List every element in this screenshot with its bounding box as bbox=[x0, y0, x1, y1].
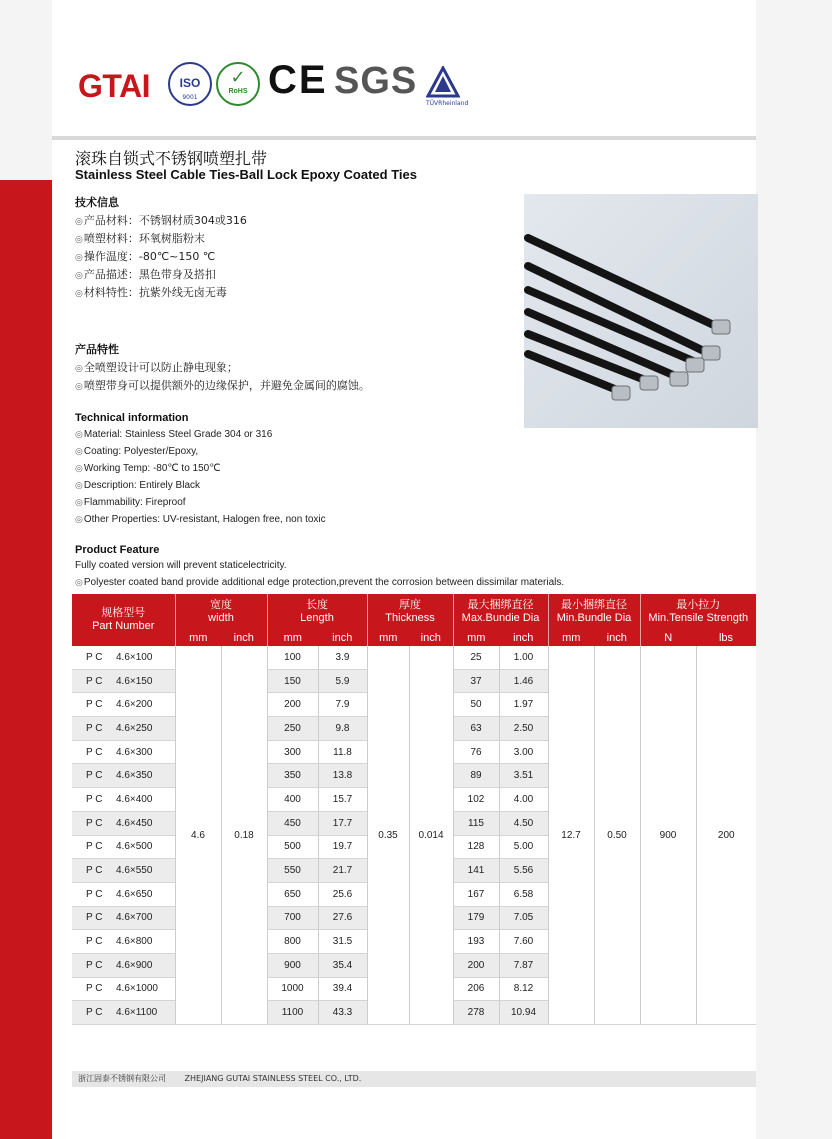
unit-mm: mm bbox=[175, 630, 221, 646]
col-max-bundle: 最大捆绑直径 Max.Bundie Dia bbox=[453, 594, 548, 630]
max-bundle-mm-cell: 50 bbox=[453, 693, 499, 717]
length-inch-cell: 13.8 bbox=[318, 764, 367, 788]
col-min-bundle: 最小捆绑直径 Min.Bundle Dia bbox=[548, 594, 640, 630]
max-bundle-inch-cell: 6.58 bbox=[499, 882, 548, 906]
part-number-cell: P C 4.6×800 bbox=[72, 930, 175, 954]
unit-mm: mm bbox=[453, 630, 499, 646]
part-number-cell: P C 4.6×450 bbox=[72, 811, 175, 835]
unit-inch: inch bbox=[409, 630, 453, 646]
feature-cn-item: ◎喷塑带身可以提供额外的边缘保护，并避免金属间的腐蚀。 bbox=[75, 379, 370, 392]
bullet-icon: ◎ bbox=[75, 289, 83, 299]
max-bundle-mm-cell: 206 bbox=[453, 977, 499, 1001]
unit-inch: inch bbox=[594, 630, 640, 646]
iso-cert-badge bbox=[168, 62, 212, 106]
max-bundle-mm-cell: 200 bbox=[453, 953, 499, 977]
unit-inch: inch bbox=[318, 630, 367, 646]
sgs-mark: SGS bbox=[334, 60, 418, 102]
part-number-cell: P C 4.6×900 bbox=[72, 953, 175, 977]
bullet-icon: ◎ bbox=[75, 253, 83, 263]
length-mm-cell: 300 bbox=[267, 740, 318, 764]
length-mm-cell: 800 bbox=[267, 930, 318, 954]
bullet-icon: ◎ bbox=[75, 446, 83, 456]
tech-cn-item: ◎材料特性：抗紫外线无卤无毒 bbox=[75, 286, 227, 299]
feature-heading-cn: 产品特性 bbox=[75, 343, 119, 356]
iso-number: 9001 bbox=[182, 94, 198, 101]
length-inch-cell: 39.4 bbox=[318, 977, 367, 1001]
length-inch-cell: 9.8 bbox=[318, 717, 367, 741]
length-mm-cell: 250 bbox=[267, 717, 318, 741]
part-number-cell: P C 4.6×400 bbox=[72, 788, 175, 812]
max-bundle-mm-cell: 102 bbox=[453, 788, 499, 812]
max-bundle-mm-cell: 115 bbox=[453, 811, 499, 835]
max-bundle-mm-cell: 141 bbox=[453, 859, 499, 883]
max-bundle-mm-cell: 128 bbox=[453, 835, 499, 859]
min-bundle-inch-cell: 0.50 bbox=[594, 646, 640, 1025]
tech-cn-item: ◎操作温度：-80℃~150 ℃ bbox=[75, 250, 216, 263]
length-inch-cell: 27.6 bbox=[318, 906, 367, 930]
unit-mm: mm bbox=[548, 630, 594, 646]
length-inch-cell: 7.9 bbox=[318, 693, 367, 717]
bullet-icon: ◎ bbox=[75, 217, 83, 227]
tech-en-item: ◎Flammability: Fireproof bbox=[75, 497, 186, 508]
max-bundle-mm-cell: 193 bbox=[453, 930, 499, 954]
tech-cn-item: ◎产品描述：黑色带身及搭扣 bbox=[75, 268, 216, 281]
part-number-cell: P C 4.6×300 bbox=[72, 740, 175, 764]
length-inch-cell: 19.7 bbox=[318, 835, 367, 859]
cable-ties-illustration bbox=[524, 194, 758, 428]
bullet-icon: ◎ bbox=[75, 382, 83, 392]
max-bundle-mm-cell: 167 bbox=[453, 882, 499, 906]
part-number-cell: P C 4.6×500 bbox=[72, 835, 175, 859]
max-bundle-mm-cell: 89 bbox=[453, 764, 499, 788]
max-bundle-inch-cell: 1.97 bbox=[499, 693, 548, 717]
length-mm-cell: 500 bbox=[267, 835, 318, 859]
max-bundle-mm-cell: 25 bbox=[453, 646, 499, 669]
part-number-cell: P C 4.6×700 bbox=[72, 906, 175, 930]
max-bundle-inch-cell: 7.05 bbox=[499, 906, 548, 930]
product-title-cn: 滚珠自锁式不锈钢喷塑扎带 bbox=[75, 149, 268, 168]
thickness-mm-cell: 0.35 bbox=[367, 646, 409, 1025]
length-inch-cell: 31.5 bbox=[318, 930, 367, 954]
max-bundle-inch-cell: 7.87 bbox=[499, 953, 548, 977]
length-mm-cell: 100 bbox=[267, 646, 318, 669]
length-mm-cell: 450 bbox=[267, 811, 318, 835]
part-number-cell: P C 4.6×550 bbox=[72, 859, 175, 883]
left-red-bar bbox=[0, 180, 52, 1139]
length-mm-cell: 900 bbox=[267, 953, 318, 977]
length-inch-cell: 17.7 bbox=[318, 811, 367, 835]
feature-cn-item: ◎全喷塑设计可以防止静电现象； bbox=[75, 361, 238, 374]
tuv-triangle-icon bbox=[426, 66, 460, 98]
max-bundle-mm-cell: 179 bbox=[453, 906, 499, 930]
tech-info-heading-en: Technical information bbox=[75, 412, 189, 424]
length-inch-cell: 35.4 bbox=[318, 953, 367, 977]
tech-cn-item: ◎产品材料：不锈钢材质304或316 bbox=[75, 214, 247, 227]
unit-inch: inch bbox=[499, 630, 548, 646]
max-bundle-inch-cell: 1.00 bbox=[499, 646, 548, 669]
feature-en-item: ◎Polyester coated band provide additional edge protection,prevent the corrosion between dissimilar materials. bbox=[75, 577, 565, 588]
length-inch-cell: 11.8 bbox=[318, 740, 367, 764]
tech-en-item: ◎Working Temp: -80℃ to 150℃ bbox=[75, 463, 221, 474]
unit-inch: inch bbox=[221, 630, 267, 646]
footer-company-en: ZHEJIANG GUTAI STAINLESS STEEL CO., LTD. bbox=[184, 1074, 362, 1083]
max-bundle-inch-cell: 2.50 bbox=[499, 717, 548, 741]
product-photo bbox=[524, 194, 758, 428]
length-inch-cell: 43.3 bbox=[318, 1001, 367, 1025]
max-bundle-mm-cell: 37 bbox=[453, 669, 499, 693]
tech-en-item: ◎Coating: Polyester/Epoxy, bbox=[75, 446, 199, 457]
check-icon: ✓ bbox=[230, 67, 246, 88]
length-mm-cell: 200 bbox=[267, 693, 318, 717]
header-divider bbox=[52, 136, 756, 140]
part-number-cell: P C 4.6×1100 bbox=[72, 1001, 175, 1025]
feature-heading-en: Product Feature bbox=[75, 544, 160, 556]
col-tensile: 最小拉力 Min.Tensile Strength bbox=[640, 594, 756, 630]
bullet-icon: ◎ bbox=[75, 463, 83, 473]
spec-table bbox=[72, 594, 756, 1025]
iso-label: ISO bbox=[179, 76, 201, 90]
tuv-label: TÜVRheinland bbox=[426, 100, 469, 107]
length-mm-cell: 550 bbox=[267, 859, 318, 883]
bullet-icon: ◎ bbox=[75, 235, 83, 245]
part-number-cell: P C 4.6×250 bbox=[72, 717, 175, 741]
max-bundle-inch-cell: 10.94 bbox=[499, 1001, 548, 1025]
bullet-icon: ◎ bbox=[75, 577, 83, 587]
length-mm-cell: 1000 bbox=[267, 977, 318, 1001]
tech-en-item: ◎Other Properties: UV-resistant, Halogen free, non toxic bbox=[75, 514, 326, 525]
part-number-cell: P C 4.6×350 bbox=[72, 764, 175, 788]
length-mm-cell: 150 bbox=[267, 669, 318, 693]
max-bundle-inch-cell: 4.50 bbox=[499, 811, 548, 835]
part-number-cell: P C 4.6×650 bbox=[72, 882, 175, 906]
max-bundle-inch-cell: 3.51 bbox=[499, 764, 548, 788]
max-bundle-inch-cell: 8.12 bbox=[499, 977, 548, 1001]
length-inch-cell: 21.7 bbox=[318, 859, 367, 883]
width-inch-cell: 0.18 bbox=[221, 646, 267, 1025]
bullet-icon: ◎ bbox=[75, 514, 83, 524]
tech-cn-item: ◎喷塑材料：环氧树脂粉末 bbox=[75, 232, 205, 245]
bullet-icon: ◎ bbox=[75, 271, 83, 281]
unit-mm: mm bbox=[267, 630, 318, 646]
max-bundle-inch-cell: 4.00 bbox=[499, 788, 548, 812]
tensile-lbs-cell: 200 bbox=[696, 646, 756, 1025]
max-bundle-mm-cell: 278 bbox=[453, 1001, 499, 1025]
part-number-cell: P C 4.6×150 bbox=[72, 669, 175, 693]
tensile-n-cell: 900 bbox=[640, 646, 696, 1025]
part-number-cell: P C 4.6×100 bbox=[72, 646, 175, 669]
bullet-icon: ◎ bbox=[75, 480, 83, 490]
length-mm-cell: 350 bbox=[267, 764, 318, 788]
tech-en-item: ◎Material: Stainless Steel Grade 304 or 316 bbox=[75, 429, 273, 440]
tech-info-heading-cn: 技术信息 bbox=[75, 196, 119, 209]
max-bundle-inch-cell: 3.00 bbox=[499, 740, 548, 764]
col-thickness: 厚度 Thickness bbox=[367, 594, 453, 630]
min-bundle-mm-cell: 12.7 bbox=[548, 646, 594, 1025]
max-bundle-mm-cell: 76 bbox=[453, 740, 499, 764]
unit-lbs: lbs bbox=[696, 630, 756, 646]
thickness-inch-cell: 0.014 bbox=[409, 646, 453, 1025]
col-length: 长度 Length bbox=[267, 594, 367, 630]
length-inch-cell: 15.7 bbox=[318, 788, 367, 812]
width-mm-cell: 4.6 bbox=[175, 646, 221, 1025]
part-number-cell: P C 4.6×200 bbox=[72, 693, 175, 717]
length-mm-cell: 400 bbox=[267, 788, 318, 812]
length-mm-cell: 650 bbox=[267, 882, 318, 906]
ce-mark: CE bbox=[268, 58, 328, 102]
brand-logo: GTAI bbox=[78, 68, 151, 104]
col-part-number: 规格型号 Part Number bbox=[72, 594, 175, 646]
footer-company-cn: 浙江固泰不锈钢有限公司 bbox=[78, 1074, 166, 1083]
max-bundle-mm-cell: 63 bbox=[453, 717, 499, 741]
bullet-icon: ◎ bbox=[75, 497, 83, 507]
table-row bbox=[72, 646, 756, 669]
unit-n: N bbox=[640, 630, 696, 646]
bullet-icon: ◎ bbox=[75, 429, 83, 439]
length-inch-cell: 3.9 bbox=[318, 646, 367, 669]
length-inch-cell: 25.6 bbox=[318, 882, 367, 906]
length-inch-cell: 5.9 bbox=[318, 669, 367, 693]
length-mm-cell: 1100 bbox=[267, 1001, 318, 1025]
tech-en-item: ◎Description: Entirely Black bbox=[75, 480, 201, 491]
col-width: 宽度 width bbox=[175, 594, 267, 630]
bullet-icon: ◎ bbox=[75, 364, 83, 374]
max-bundle-inch-cell: 7.60 bbox=[499, 930, 548, 954]
max-bundle-inch-cell: 1.46 bbox=[499, 669, 548, 693]
max-bundle-inch-cell: 5.56 bbox=[499, 859, 548, 883]
feature-en-item: Fully coated version will prevent staticelectricity. bbox=[75, 560, 287, 571]
footer-bar bbox=[72, 1071, 756, 1087]
tuv-mark bbox=[426, 66, 478, 110]
unit-mm: mm bbox=[367, 630, 409, 646]
length-mm-cell: 700 bbox=[267, 906, 318, 930]
rohs-label: RoHS bbox=[228, 88, 248, 95]
part-number-cell: P C 4.6×1000 bbox=[72, 977, 175, 1001]
max-bundle-inch-cell: 5.00 bbox=[499, 835, 548, 859]
rohs-cert-badge bbox=[216, 62, 260, 106]
product-title-en: Stainless Steel Cable Ties-Ball Lock Epoxy Coated Ties bbox=[75, 167, 417, 182]
